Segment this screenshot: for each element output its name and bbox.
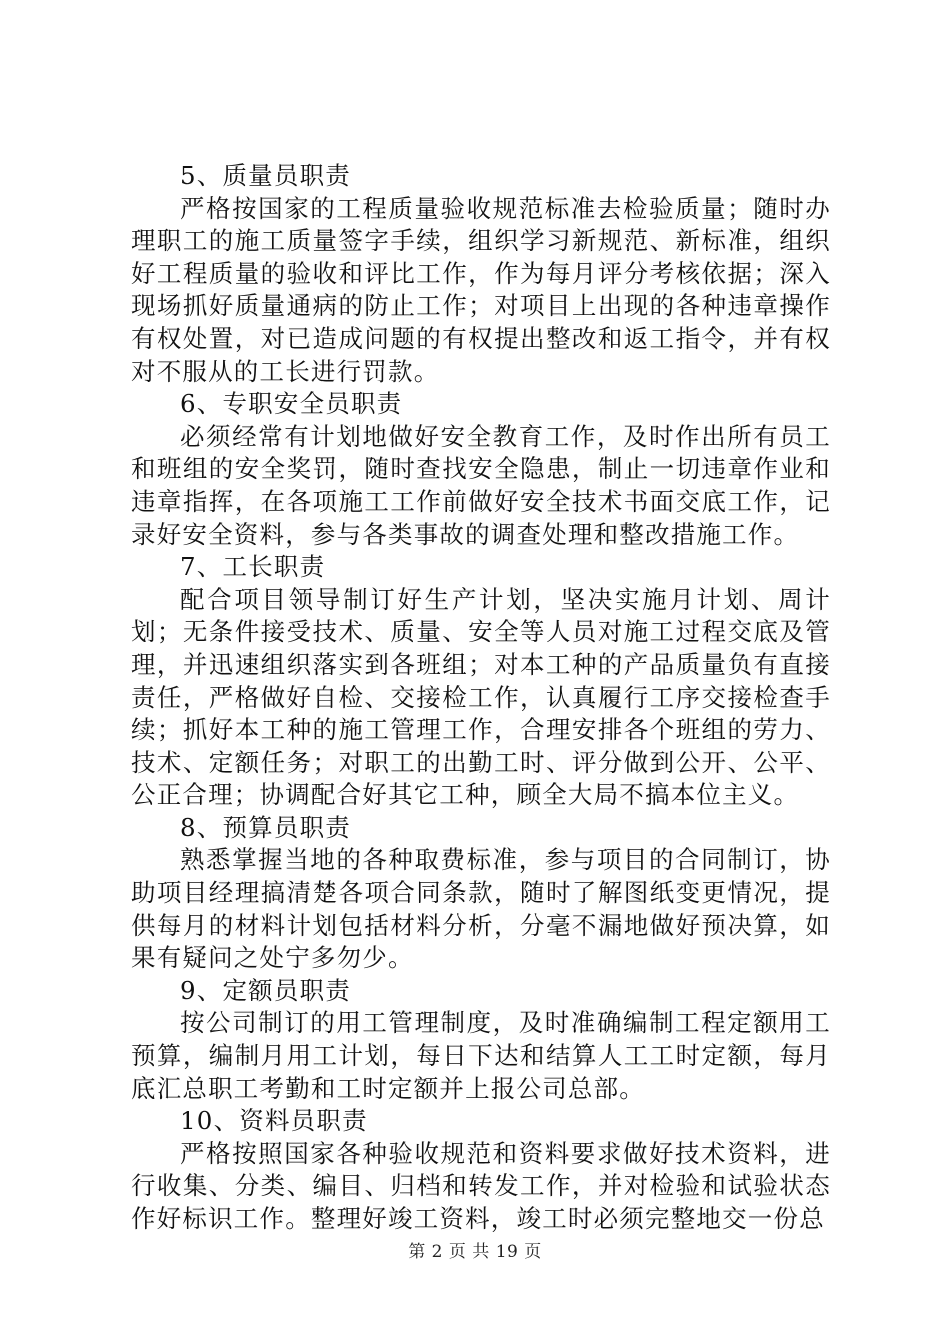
section-heading: 7、工长职责	[180, 552, 326, 582]
page-number: 第 2 页 共 19 页	[408, 1242, 542, 1262]
section-foreman	[131, 551, 831, 812]
section-records-officer	[131, 1105, 831, 1235]
section-paragraph: 严格按国家的工程质量验收规范标准去检验质量；随时办理职工的施工质量签字手续，组织学习新规范、新标准，组织好工程质量的验收和评比工作，作为每月评分考核依据；深入现场抓好质量通病的防止工作；对项目上出现的各种违章操作有权处置，对已造成问题的有权提出整改和返工指令，并有权对不服从的工长进行罚款。	[131, 193, 831, 386]
section-heading: 5、质量员职责	[180, 161, 351, 190]
section-paragraph: 严格按照国家各种验收规范和资料要求做好技术资料，进行收集、分类、编目、归档和转发工作，并对检验和试验状态作好标识工作。整理好竣工资料，竣工时必须完整地交一份总	[131, 1138, 831, 1233]
section-paragraph: 配合项目领导制订好生产计划，坚决实施月计划、周计划；无条件接受技术、质量、安全等人员对施工过程交底及管理，并迅速组织落实到各班组；对本工种的产品质量负有直接责任，严格做好自检、交接检工作，认真履行工序交接检查手续；抓好本工种的施工管理工作，合理安排各个班组的劳力、技术、定额任务；对职工的出勤工时、评分做到公开、公平、公正合理；协调配合好其它工种，顾全大局不搞本位主义。	[131, 584, 831, 810]
section-heading: 10、资料员职责	[180, 1106, 368, 1136]
section-heading: 9、定额员职责	[180, 975, 351, 1005]
section-safety-officer	[131, 388, 831, 551]
section-paragraph: 必须经常有计划地做好安全教育工作，及时作出所有员工和班组的安全奖罚，随时查找安全隐患，制止一切违章作业和违章指挥，在各项施工工作前做好安全技术书面交底工作，记录好安全资料，参与各类事故的调查处理和整改措施工作。	[131, 421, 831, 549]
section-budget-officer	[131, 812, 831, 975]
section-heading: 8、预算员职责	[180, 812, 351, 842]
section-quality-inspector	[131, 160, 831, 388]
document-body	[131, 160, 831, 1236]
section-paragraph: 熟悉掌握当地的各种取费标准，参与项目的合同制订，协助项目经理搞清楚各项合同条款，随时了解图纸变更情况，提供每月的材料计划包括材料分析，分毫不漏地做好预决算，如果有疑问之处宁多勿少。	[131, 845, 831, 973]
section-paragraph: 按公司制订的用工管理制度，及时准确编制工程定额用工预算，编制月用工计划，每日下达和结算人工工时定额，每月底汇总职工考勤和工时定额并上报公司总部。	[131, 1008, 831, 1103]
section-heading: 6、专职安全员职责	[180, 389, 403, 419]
section-quota-officer	[131, 975, 831, 1105]
